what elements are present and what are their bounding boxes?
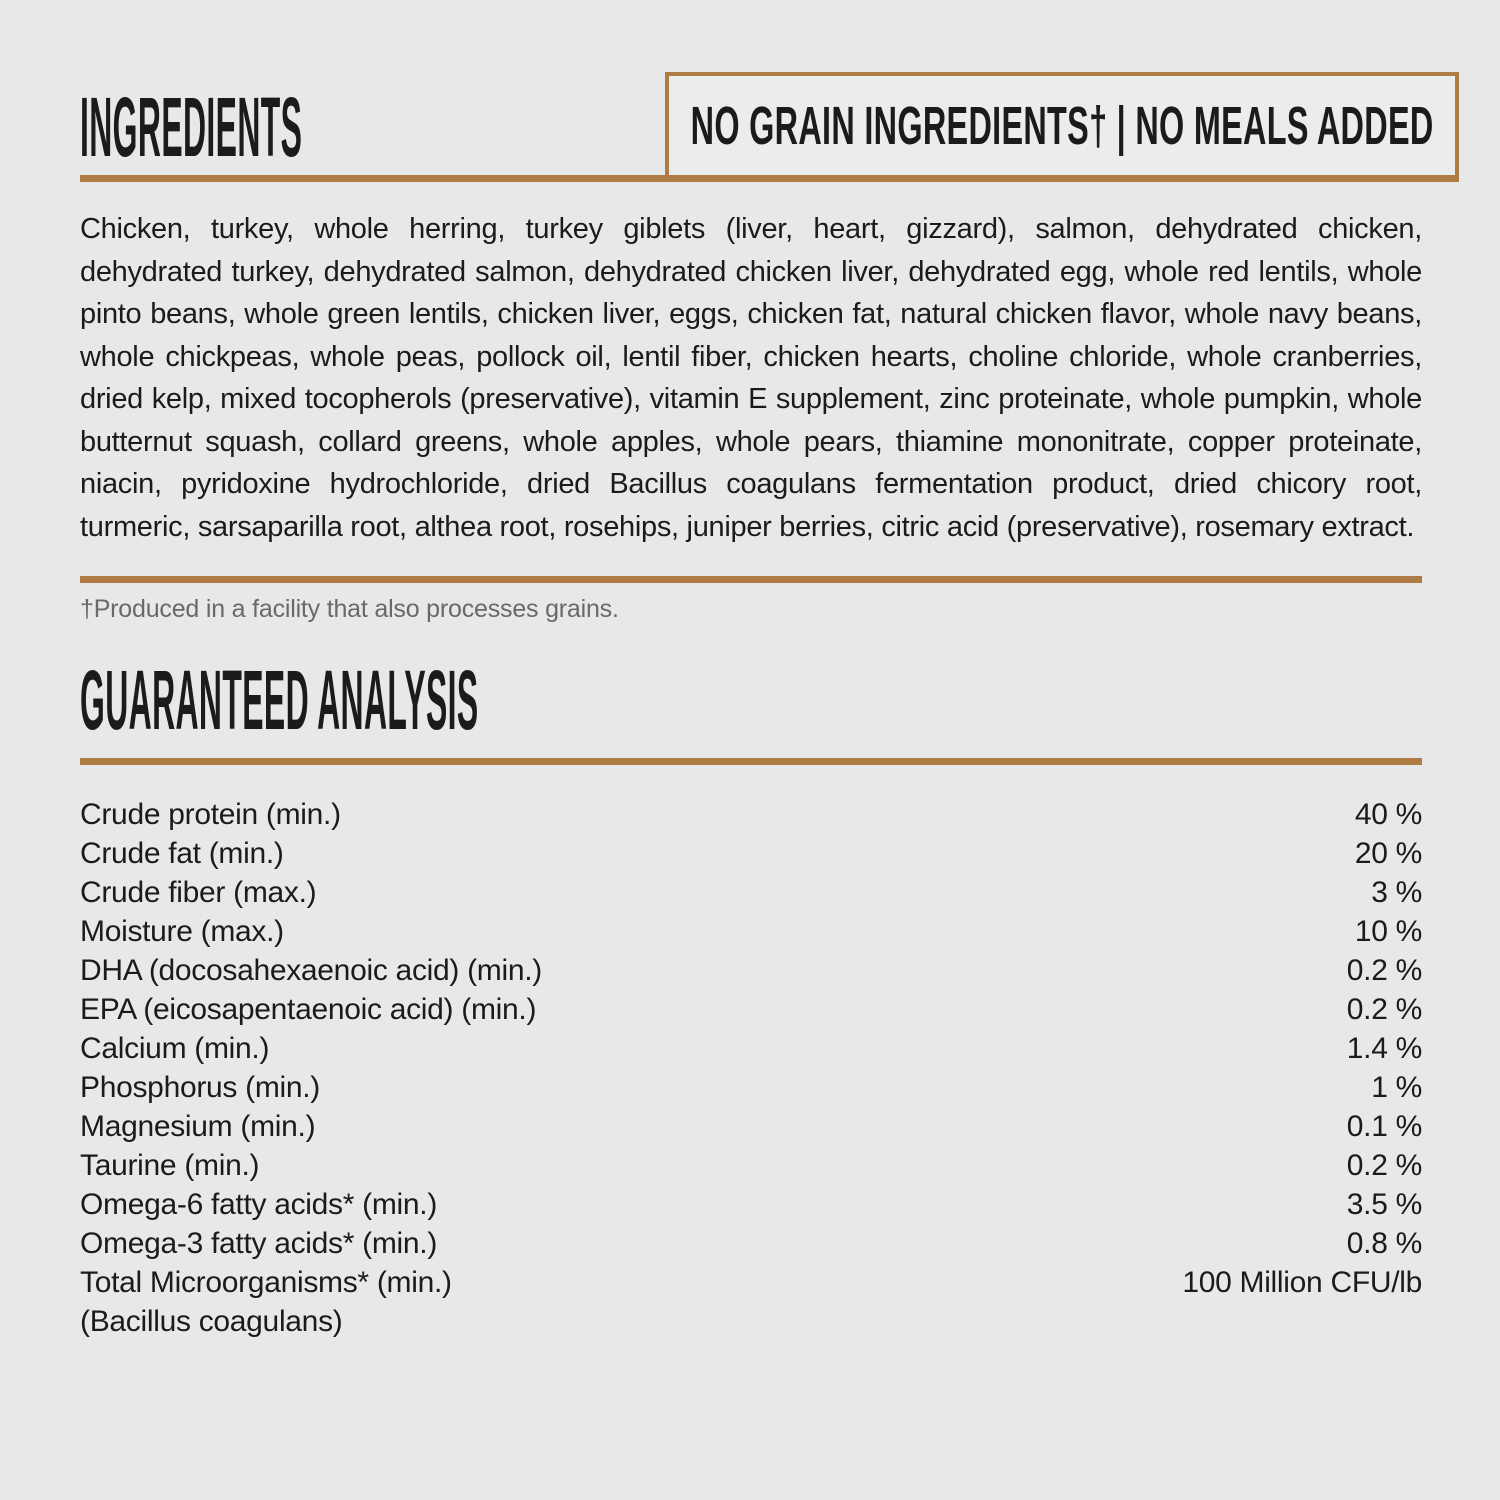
- row-value: 3.5 %: [1346, 1187, 1422, 1221]
- table-row: [80, 1029, 1422, 1068]
- row-label: Crude fiber (max.): [80, 875, 317, 909]
- table-row: [80, 834, 1422, 873]
- ingredients-header: [80, 70, 1434, 182]
- table-row: [80, 1263, 1422, 1302]
- analysis-title-text: GUARANTEED ANALYSIS: [80, 653, 479, 747]
- row-value: 100 Million CFU/lb: [1182, 1265, 1422, 1299]
- row-label: Crude protein (min.): [80, 797, 341, 831]
- analysis-table: [80, 795, 1422, 1341]
- row-label: DHA (docosahexaenoic acid) (min.): [80, 953, 542, 987]
- no-grain-badge: [665, 72, 1459, 182]
- analysis-title: [80, 653, 1422, 747]
- grain-facility-footnote: †Produced in a facility that also processes grains.: [80, 595, 619, 623]
- row-label: Phosphorus (min.): [80, 1070, 320, 1104]
- table-row: [80, 951, 1422, 990]
- row-label: Taurine (min.): [80, 1148, 260, 1182]
- table-row: [80, 873, 1422, 912]
- row-value: 0.2 %: [1346, 953, 1422, 987]
- row-value: 0.2 %: [1346, 1148, 1422, 1182]
- table-row: [80, 795, 1422, 834]
- row-value: 1.4 %: [1346, 1031, 1422, 1065]
- table-row: [80, 1224, 1422, 1263]
- row-value: 0.8 %: [1346, 1226, 1422, 1260]
- no-grain-badge-text: NO GRAIN INGREDIENTS† | NO MEALS ADDED: [690, 95, 1434, 156]
- row-value: 0.2 %: [1346, 992, 1422, 1026]
- table-row: [80, 1302, 1422, 1341]
- row-value: 3 %: [1371, 875, 1422, 909]
- row-label: Omega-6 fatty acids* (min.): [80, 1187, 438, 1221]
- row-label: Total Microorganisms* (min.): [80, 1265, 452, 1299]
- row-label: Crude fat (min.): [80, 836, 284, 870]
- table-row: [80, 1146, 1422, 1185]
- table-row: [80, 1068, 1422, 1107]
- divider-rule: [80, 576, 1422, 583]
- row-label: Calcium (min.): [80, 1031, 270, 1065]
- row-label: (Bacillus coagulans): [80, 1304, 343, 1338]
- row-value: 10 %: [1354, 914, 1422, 948]
- row-label: EPA (eicosapentaenoic acid) (min.): [80, 992, 537, 1026]
- table-row: [80, 1185, 1422, 1224]
- ingredients-title: [80, 80, 665, 175]
- row-value: 0.1 %: [1346, 1109, 1422, 1143]
- table-row: [80, 990, 1422, 1029]
- row-value: 40 %: [1354, 797, 1422, 831]
- divider-rule: [80, 758, 1422, 765]
- table-row: [80, 912, 1422, 951]
- ingredients-title-text: INGREDIENTS: [80, 80, 303, 175]
- row-label: Omega-3 fatty acids* (min.): [80, 1226, 438, 1260]
- ingredients-list: Chicken, turkey, whole herring, turkey giblets (liver, heart, gizzard), salmon, dehydrated chicken, dehydrated turkey, dehydrated salmon, dehydrated chicken liver, dehydrated egg, whole red lentils, whole pinto beans, whole green lentils, chicken liver, eggs, chicken fat, natural chicken flavor, whole navy beans, whole chickpeas, whole peas, pollock oil, lentil fiber, chicken hearts, choline chloride, whole cranberries, dried kelp, mixed tocopherols (preservative), vitamin E supplement, zinc proteinate, whole pumpkin, whole butternut squash, collard greens, whole apples, whole pears, thiamine mononitrate, copper proteinate, niacin, pyridoxine hydrochloride, dried Bacillus coagulans fermentation product, dried chicory root, turmeric, sarsaparilla root, althea root, rosehips, juniper berries, citric acid (preservative), rosemary extract.: [80, 213, 1422, 543]
- row-label: Magnesium (min.): [80, 1109, 316, 1143]
- row-value: 20 %: [1354, 836, 1422, 870]
- row-value: 1 %: [1371, 1070, 1422, 1104]
- row-label: Moisture (max.): [80, 914, 284, 948]
- table-row: [80, 1107, 1422, 1146]
